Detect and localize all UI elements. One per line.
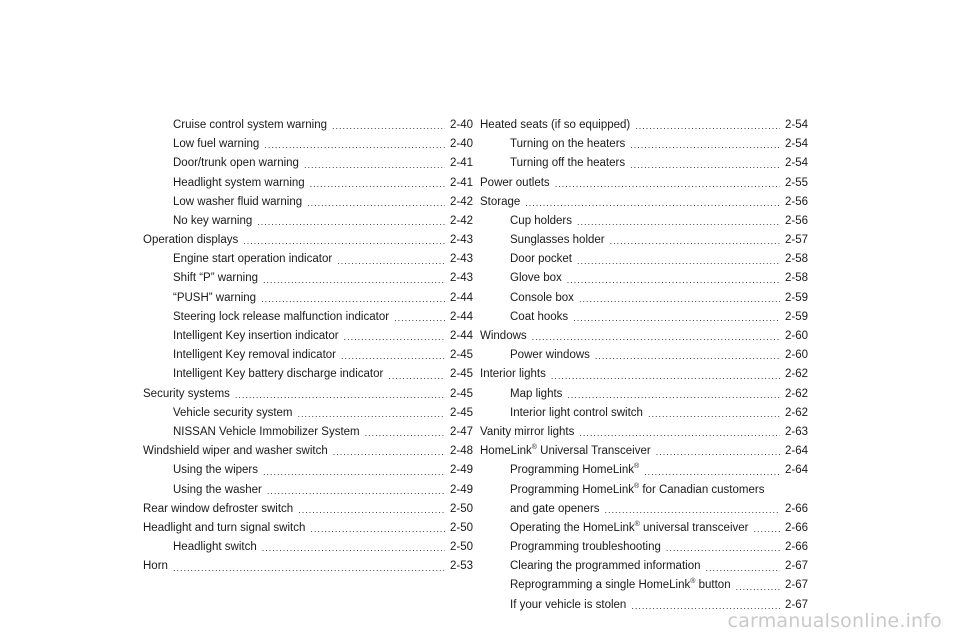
- toc-entry[interactable]: [480, 231, 808, 250]
- toc-entry-title: Headlight system warning: [173, 176, 305, 189]
- toc-entry-title: Power windows: [510, 349, 590, 362]
- dot-leader: [573, 310, 780, 327]
- toc-entry[interactable]: [143, 250, 473, 269]
- toc-entry[interactable]: [480, 174, 808, 193]
- toc-entry-page: 2-48: [449, 445, 473, 458]
- dot-leader: [333, 444, 445, 461]
- toc-entry-title: Intelligent Key removal indicator: [173, 349, 336, 362]
- toc-entry-page: 2-40: [449, 118, 473, 131]
- toc-entry-page: 2-47: [449, 425, 473, 438]
- toc-entry[interactable]: [143, 212, 473, 231]
- dot-leader: [264, 137, 445, 154]
- toc-entry-title: Horn: [143, 560, 168, 573]
- toc-entry-title: Coat hooks: [510, 310, 569, 323]
- toc-entry-page: 2-56: [784, 214, 808, 227]
- toc-entry-page: 2-54: [784, 157, 808, 170]
- toc-entry[interactable]: [143, 193, 473, 212]
- toc-entry[interactable]: [143, 500, 473, 519]
- toc-entry-title: Windows: [480, 330, 527, 343]
- toc-entry[interactable]: [143, 423, 473, 442]
- toc-entry-title: Vanity mirror lights: [480, 425, 575, 438]
- registered-mark: ®: [634, 521, 640, 529]
- dot-leader: [630, 157, 780, 174]
- dot-leader: [630, 137, 780, 154]
- toc-entry-title: Sunglasses holder: [510, 234, 605, 247]
- dot-leader: [605, 502, 780, 519]
- toc-entry-page: 2-60: [784, 349, 808, 362]
- toc-entry[interactable]: [480, 250, 808, 269]
- dot-leader: [310, 176, 445, 193]
- toc-entry[interactable]: [480, 135, 808, 154]
- toc-entry[interactable]: [480, 365, 808, 384]
- toc-entry-title: Engine start operation indicator: [173, 253, 333, 266]
- dot-leader: [263, 464, 445, 481]
- toc-entry-page: 2-62: [784, 406, 808, 419]
- toc-entry-title: Using the washer: [173, 483, 262, 496]
- toc-entry-title: Console box: [510, 291, 574, 304]
- toc-entry-page: 2-59: [784, 291, 808, 304]
- toc-entry[interactable]: [143, 346, 473, 365]
- toc-entry-title: Glove box: [510, 272, 562, 285]
- toc-left-column: [143, 116, 473, 577]
- dot-leader: [567, 272, 780, 289]
- dot-leader: [261, 291, 445, 308]
- dot-leader: [656, 444, 780, 461]
- toc-entry-page: 2-45: [449, 368, 473, 381]
- toc-entry[interactable]: [480, 557, 808, 576]
- dot-leader: [304, 157, 445, 174]
- toc-entry-title: Low fuel warning: [173, 138, 260, 151]
- dot-leader: [388, 368, 445, 385]
- registered-mark: ®: [531, 444, 537, 452]
- toc-entry[interactable]: [480, 308, 808, 327]
- toc-entry-title: Cruise control system warning: [173, 118, 328, 131]
- dot-leader: [307, 195, 445, 212]
- toc-entry-page: 2-41: [449, 157, 473, 170]
- dot-leader: [344, 329, 445, 346]
- dot-leader: [235, 387, 445, 404]
- toc-entry[interactable]: [480, 154, 808, 173]
- toc-right-column: [480, 116, 808, 615]
- toc-entry-title: Low washer fluid warning: [173, 195, 303, 208]
- toc-entry[interactable]: [143, 116, 473, 135]
- toc-entry-title: Programming troubleshooting: [510, 541, 661, 554]
- toc-entry[interactable]: [480, 442, 808, 461]
- dot-leader: [532, 329, 780, 346]
- toc-entry-title: Clearing the programmed information: [510, 560, 701, 573]
- toc-entry-title: Door/trunk open warning: [173, 157, 299, 170]
- toc-entry[interactable]: [480, 270, 808, 289]
- toc-entry[interactable]: [143, 174, 473, 193]
- toc-entry-page: 2-45: [449, 406, 473, 419]
- dot-leader: [595, 348, 780, 365]
- toc-entry-title: Cup holders: [510, 214, 573, 227]
- dot-leader: [555, 176, 780, 193]
- toc-entry-title: Turning off the heaters: [510, 157, 626, 170]
- toc-entry-page: 2-53: [449, 560, 473, 573]
- dot-leader: [310, 521, 445, 538]
- toc-entry-title: Security systems: [143, 387, 230, 400]
- toc-entry-page: 2-50: [449, 502, 473, 515]
- registered-mark: ®: [634, 482, 640, 490]
- toc-entry[interactable]: [480, 289, 808, 308]
- toc-entry-title: Steering lock release malfunction indicator: [173, 310, 390, 323]
- toc-entry[interactable]: [480, 519, 808, 538]
- dot-leader: [567, 387, 780, 404]
- dot-leader: [332, 118, 445, 135]
- toc-entry[interactable]: [143, 135, 473, 154]
- toc-entry-title: If your vehicle is stolen: [510, 598, 627, 611]
- toc-entry[interactable]: [480, 423, 808, 442]
- dot-leader: [648, 406, 780, 423]
- toc-entry-title: HomeLink® Universal Transceiver: [480, 444, 651, 458]
- toc-entry[interactable]: [143, 289, 473, 308]
- toc-entry[interactable]: [143, 231, 473, 250]
- toc-entry-title: and gate openers: [510, 502, 600, 515]
- toc-entry-title: Reprogramming a single HomeLink® button: [510, 578, 731, 592]
- toc-entry-title: Operating the HomeLink® universal transceiver: [510, 521, 749, 534]
- toc-entry[interactable]: [480, 538, 808, 557]
- dot-leader: [267, 483, 445, 500]
- toc-entry-page: 2-67: [784, 579, 808, 592]
- dot-leader: [243, 233, 445, 250]
- toc-entry-page: 2-57: [784, 234, 808, 247]
- toc-entry-page: 2-43: [449, 253, 473, 266]
- dot-leader: [753, 521, 779, 538]
- toc-entry-page: 2-43: [449, 272, 473, 285]
- toc-entry-title: Programming HomeLink® for Canadian customers: [510, 482, 765, 496]
- toc-entry-page: 2-45: [449, 349, 473, 362]
- toc-entry-page: 2-50: [449, 541, 473, 554]
- dot-leader: [579, 425, 780, 442]
- dot-leader: [666, 540, 780, 557]
- toc-entry-title: Turning on the heaters: [510, 138, 626, 151]
- toc-entry[interactable]: [480, 481, 808, 500]
- toc-entry[interactable]: [480, 346, 808, 365]
- dot-leader: [298, 406, 445, 423]
- toc-entry-page: 2-44: [449, 310, 473, 323]
- toc-entry[interactable]: [480, 577, 808, 596]
- toc-entry-page: 2-67: [784, 598, 808, 611]
- toc-entry[interactable]: [143, 442, 473, 461]
- toc-entry[interactable]: [143, 557, 473, 576]
- toc-entry-title: Headlight switch: [173, 541, 257, 554]
- toc-entry-title: Using the wipers: [173, 464, 259, 477]
- watermark: carmanualsonline.info: [727, 610, 942, 632]
- toc-entry-title: Storage: [480, 195, 521, 208]
- toc-entry-page: 2-62: [784, 368, 808, 381]
- toc-entry-title: NISSAN Vehicle Immobilizer System: [173, 425, 360, 438]
- toc-entry-title: No key warning: [173, 214, 253, 227]
- dot-leader: [610, 233, 780, 250]
- toc-entry[interactable]: [143, 308, 473, 327]
- toc-entry[interactable]: [143, 365, 473, 384]
- dot-leader: [577, 253, 780, 270]
- dot-leader: [525, 195, 780, 212]
- toc-entry-page: 2-49: [449, 483, 473, 496]
- toc-entry-page: 2-54: [784, 118, 808, 131]
- toc-entry-page: 2-64: [784, 464, 808, 477]
- toc-entry[interactable]: [143, 519, 473, 538]
- toc-entry-title: Intelligent Key battery discharge indicator: [173, 368, 384, 381]
- dot-leader: [577, 214, 780, 231]
- toc-entry-title: Door pocket: [510, 253, 573, 266]
- toc-entry[interactable]: [480, 385, 808, 404]
- toc-entry-page: 2-44: [449, 330, 473, 343]
- toc-entry-page: 2-62: [784, 387, 808, 400]
- toc-entry-title: Shift “P” warning: [173, 272, 259, 285]
- toc-entry[interactable]: [480, 461, 808, 480]
- toc-entry[interactable]: [480, 212, 808, 231]
- toc-entry-page: 2-54: [784, 138, 808, 151]
- registered-mark: ®: [634, 463, 640, 471]
- dot-leader: [644, 464, 780, 481]
- toc-entry[interactable]: [480, 404, 808, 423]
- toc-entry[interactable]: [143, 270, 473, 289]
- toc-entry-title: Windshield wiper and washer switch: [143, 445, 328, 458]
- dot-leader: [298, 502, 445, 519]
- toc-entry-page: 2-43: [449, 234, 473, 247]
- toc-entry[interactable]: [143, 404, 473, 423]
- toc-entry[interactable]: [480, 500, 808, 519]
- toc-entry-page: 2-67: [784, 560, 808, 573]
- toc-entry[interactable]: [480, 193, 808, 212]
- dot-leader: [635, 118, 780, 135]
- toc-entry-page: 2-66: [784, 521, 808, 534]
- toc-entry-page: 2-59: [784, 310, 808, 323]
- toc-entry-page: 2-58: [784, 272, 808, 285]
- toc-entry-page: 2-66: [784, 502, 808, 515]
- dot-leader: [262, 540, 445, 557]
- toc-entry-page: 2-50: [449, 521, 473, 534]
- toc-entry-title: “PUSH” warning: [173, 291, 257, 304]
- toc-entry-title: Intelligent Key insertion indicator: [173, 330, 339, 343]
- dot-leader: [173, 560, 445, 577]
- toc-entry-title: Headlight and turn signal switch: [143, 521, 306, 534]
- toc-entry-title: Interior lights: [480, 368, 546, 381]
- toc-entry-page: 2-42: [449, 195, 473, 208]
- registered-mark: ®: [690, 578, 696, 586]
- toc-entry-page: 2-66: [784, 541, 808, 554]
- toc-entry-title: Map lights: [510, 387, 563, 400]
- toc-entry-page: 2-49: [449, 464, 473, 477]
- toc-entry[interactable]: [143, 385, 473, 404]
- toc-entry[interactable]: [143, 481, 473, 500]
- toc-entry-title: Rear window defroster switch: [143, 502, 294, 515]
- toc-entry[interactable]: [143, 538, 473, 557]
- toc-entry-page: 2-58: [784, 253, 808, 266]
- toc-entry[interactable]: [480, 116, 808, 135]
- toc-entry-page: 2-60: [784, 330, 808, 343]
- dot-leader: [337, 253, 445, 270]
- toc-entry-title: Power outlets: [480, 176, 550, 189]
- toc-entry-title: Programming HomeLink®: [510, 463, 640, 477]
- dot-leader: [551, 368, 780, 385]
- dot-leader: [365, 425, 445, 442]
- toc-entry-page: 2-56: [784, 195, 808, 208]
- toc-entry-page: 2-40: [449, 138, 473, 151]
- dot-leader: [705, 560, 779, 577]
- dot-leader: [736, 579, 780, 596]
- toc-entry-title: Interior light control switch: [510, 406, 643, 419]
- toc-entry-title: Operation displays: [143, 234, 239, 247]
- toc-entry-page: 2-45: [449, 387, 473, 400]
- toc-entry-page: 2-64: [784, 445, 808, 458]
- toc-entry-title: Heated seats (if so equipped): [480, 118, 631, 131]
- toc-entry[interactable]: [143, 154, 473, 173]
- dot-leader: [257, 214, 445, 231]
- toc-entry-page: 2-41: [449, 176, 473, 189]
- toc-entry-page: 2-63: [784, 425, 808, 438]
- toc-entry-page: 2-42: [449, 214, 473, 227]
- toc-entry-page: 2-55: [784, 176, 808, 189]
- dot-leader: [263, 272, 445, 289]
- toc-entry[interactable]: [143, 327, 473, 346]
- toc-entry[interactable]: [143, 461, 473, 480]
- dot-leader: [394, 310, 445, 327]
- toc-entry[interactable]: [480, 327, 808, 346]
- dot-leader: [579, 291, 780, 308]
- dot-leader: [341, 348, 445, 365]
- toc-entry-page: 2-44: [449, 291, 473, 304]
- toc-entry-title: Vehicle security system: [173, 406, 293, 419]
